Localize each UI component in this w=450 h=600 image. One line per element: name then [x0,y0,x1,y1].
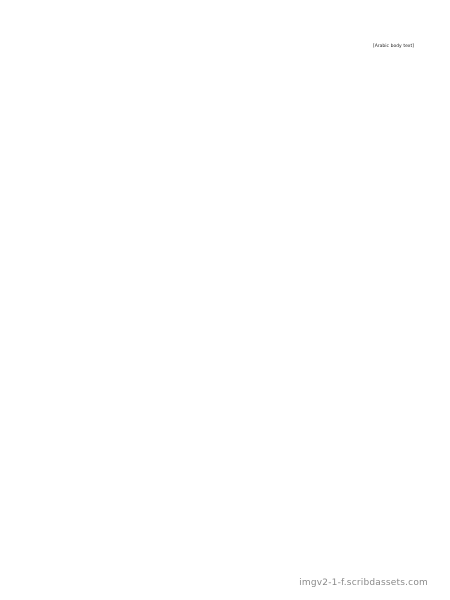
body-paragraph: [Arabic body text] [372,44,414,49]
arabic-text-block [36,44,414,51]
watermark-url: imgv2-1-f.scribdassets.com [299,578,428,588]
